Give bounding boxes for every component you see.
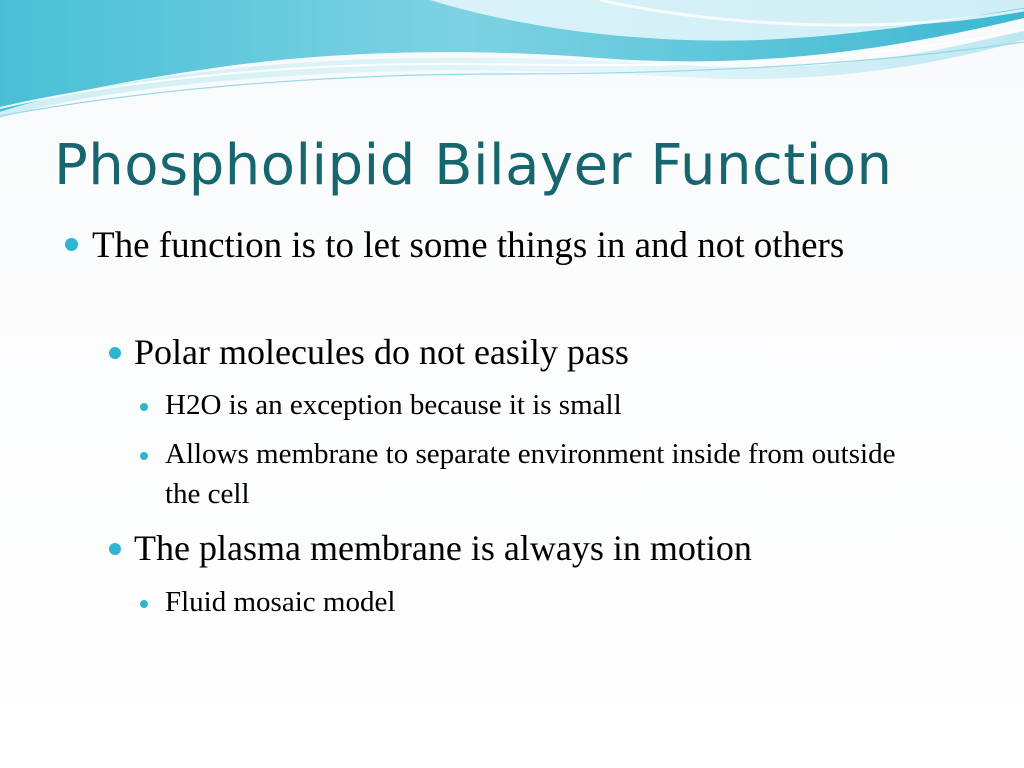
bullet-text: The function is to let some things in and not others: [92, 225, 845, 266]
bullet-dot-icon: [65, 238, 78, 251]
bullet-dot-icon: [109, 543, 121, 555]
bullet-level3: [165, 434, 905, 514]
slide-title: Phospholipid Bilayer Function: [54, 133, 893, 198]
bullet-text: Allows membrane to separate environment inside from outside the cell: [165, 438, 896, 510]
bullet-level2: [134, 329, 894, 375]
bullet-text: Fluid mosaic model: [165, 586, 396, 618]
bullet-level1: [92, 222, 882, 270]
bullet-text: The plasma membrane is always in motion: [134, 528, 752, 568]
bullet-text: Polar molecules do not easily pass: [134, 332, 629, 372]
bullet-text: H2O is an exception because it is small: [165, 389, 622, 421]
wave-header-decoration: [0, 0, 1024, 130]
bullet-level3: [165, 582, 905, 622]
bullet-dot-icon: [140, 403, 148, 411]
bullet-level2: [134, 525, 894, 571]
bullet-dot-icon: [140, 452, 148, 460]
bullet-level3: [165, 385, 905, 425]
bullet-dot-icon: [109, 347, 121, 359]
bullet-dot-icon: [140, 600, 148, 608]
